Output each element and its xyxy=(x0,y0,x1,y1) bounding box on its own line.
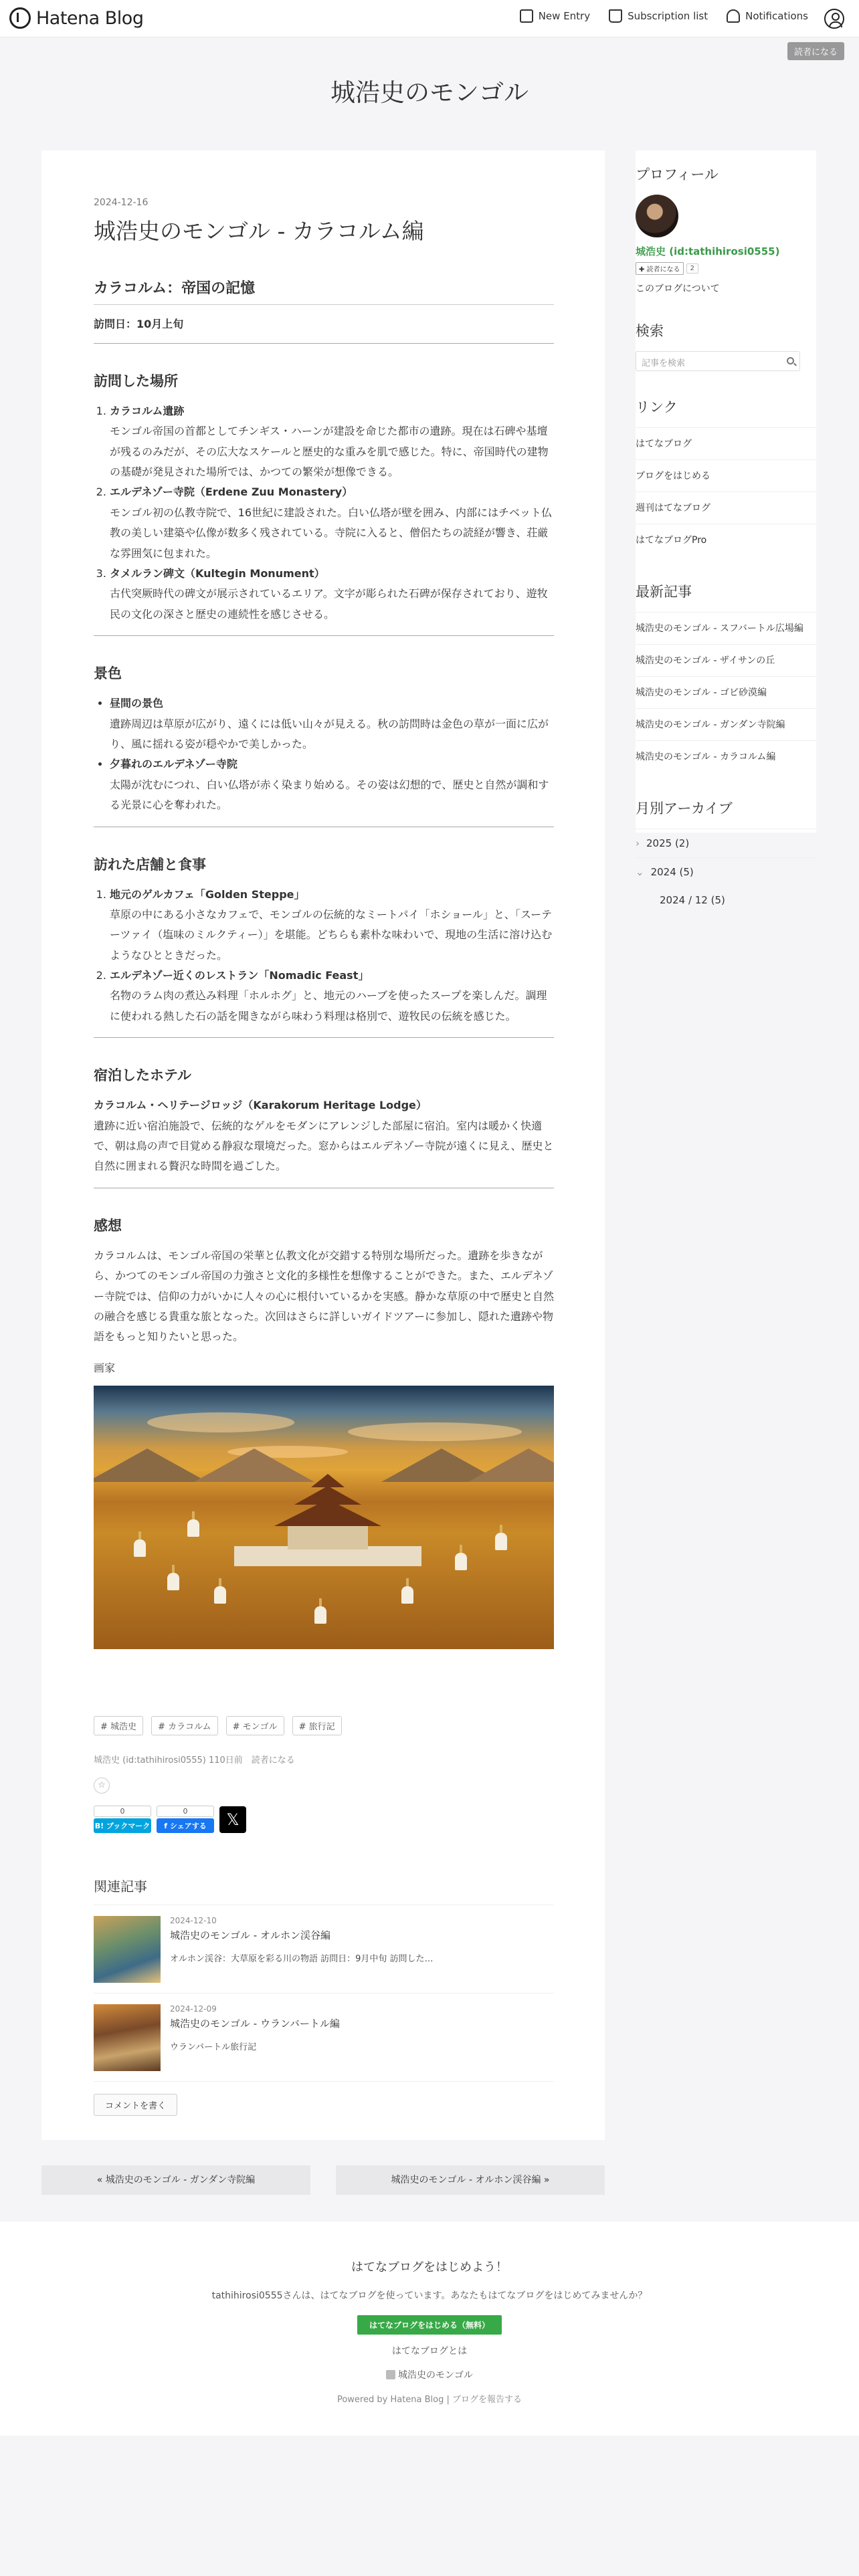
divider xyxy=(94,343,554,344)
bell-icon xyxy=(727,9,740,23)
recent-entry-link[interactable]: 城浩史のモンゴル - スフバートル広場編 xyxy=(636,612,816,644)
food-list xyxy=(94,885,554,1027)
page-footer xyxy=(0,2222,859,2436)
related-date: 2024-12-09 xyxy=(170,2004,217,2014)
footer-title: はてなブログをはじめよう！ xyxy=(351,2260,508,2274)
powered-by[interactable]: Powered by Hatena Blog | ブログを報告する xyxy=(337,2395,522,2405)
facebook-share-button[interactable] xyxy=(157,1806,214,1833)
pager xyxy=(41,2165,605,2195)
hotel-section xyxy=(94,1095,554,1177)
list-item: 3. タメルラン碑文（Kultegin Monument） 古代突厥時代の碑文が展示されているエリア。文字が彫られた石碑が保存されており、遊牧民の文化の深さと歴史の連続性を感じさせる。 xyxy=(110,564,554,625)
about-blog-link[interactable]: このブログについて xyxy=(636,284,720,294)
related-thumbnail[interactable] xyxy=(94,1916,161,1983)
article-title[interactable]: 城浩史のモンゴル - カラコルム編 xyxy=(94,218,424,244)
add-star-icon[interactable]: ☆ xyxy=(94,1778,110,1794)
karakorum-painting[interactable] xyxy=(94,1386,554,1649)
new-entry-label: New Entry xyxy=(538,10,591,22)
entry-footer-meta[interactable]: 城浩史 (id:tathihirosi0555) 110日前 読者になる xyxy=(94,1755,295,1765)
about-hatena-blog-link[interactable]: はてなブログとは xyxy=(391,2346,468,2357)
sidebar-link[interactable]: 週刊はてなブログ xyxy=(636,492,816,524)
notifications-link[interactable] xyxy=(727,9,808,23)
list-item: 1. 地元のゲルカフェ「Golden Steppe」 草原の中にある小さなカフェで、モンゴルの伝統的なミートパイ「ホショール」と、「スーテーツァイ（塩味のミルクティー）」を堪能。どちらも素朴な味わいで、現地の生活に溶け込むようなひとときだった。 xyxy=(110,885,554,966)
x-share-icon[interactable]: 𝕏 xyxy=(219,1806,246,1833)
links-module xyxy=(636,397,816,556)
sidebar xyxy=(636,150,816,906)
archive-month[interactable]: 2024 / 12 (5) xyxy=(660,894,725,906)
blog-title[interactable]: 城浩史のモンゴル xyxy=(330,78,529,107)
hotel-desc: 遺跡に近い宿泊施設で、伝統的なゲルをモダンにアレンジした部屋に宿泊。室内は暖かく快適で、朝は鳥の声で目覚める静寂な環境だった。窓からはエルデネゾー寺院が遠くに見え、歴史と自然に囲まれる贅沢な時間を過ごした。 xyxy=(94,1119,554,1173)
hotel-name: カラコルム・ヘリテージロッジ（Karakorum Heritage Lodge） xyxy=(94,1099,427,1112)
bookmark-label: B! ブックマーク xyxy=(94,1818,151,1833)
sidebar-link[interactable]: ブログをはじめる xyxy=(636,459,816,492)
footer-text: tathihirosi0555さんは、はてなブログを使っています。あなたもはてなブログをはじめてみませんか？ xyxy=(211,2290,648,2301)
facebook-label: f シェアする xyxy=(157,1818,214,1833)
subscription-list-link[interactable] xyxy=(609,9,708,23)
start-blog-button[interactable]: はてなブログをはじめる（無料） xyxy=(357,2315,502,2335)
related-title-link[interactable]: 城浩史のモンゴル - オルホン渓谷編 xyxy=(170,1929,330,1941)
footer-blog-name[interactable]: 城浩史のモンゴル xyxy=(0,2368,859,2381)
impression-text: カラコルムは、モンゴル帝国の栄華と仏教文化が交錯する特別な場所だった。遺跡を歩きながら、かつてのモンゴル帝国の力強さと文化的多様性を想像することができた。また、エルデネゾー寺院では、信仰の力がいかに人々の心に根付いているかを実感。静かな草原の中で歴史と自然の融合を感じる貴重な旅となった。次回はさらに詳しいガイドツアーに参加し、隠れた遺跡や物語をもっと知りたいと思った。 xyxy=(94,1249,555,1344)
hatena-blog-logo[interactable] xyxy=(9,7,143,29)
list-item: 2. エルデネゾー近くのレストラン「Nomadic Feast」 名物のラム肉の煮込み料理「ホルホグ」と、地元のハーブを使ったスープを楽しんだ。調理に使われる熱した石の話を聞きながら味わう料理は格別で、遊牧民の伝統を感じた。 xyxy=(110,966,554,1027)
related-title-link[interactable]: 城浩史のモンゴル - ウランバートル編 xyxy=(170,2017,340,2030)
article-content xyxy=(94,197,554,2116)
pencil-icon xyxy=(520,9,533,23)
book-icon xyxy=(609,9,622,23)
divider xyxy=(94,635,554,636)
related-snippet: オルホン渓谷：大草原を彩る川の物語 訪問日：9月中旬 訪問した… xyxy=(170,1953,434,1964)
tag-link[interactable]: # カラコルム xyxy=(151,1716,218,1735)
search-title: 検索 xyxy=(636,323,664,339)
list-item: 2. エルデネゾー寺院（Erdene Zuu Monastery） モンゴル初の仏教寺院で、16世紀に建設された。白い仏塔が壁を囲み、内部にはチベット仏教の美しい建築や仏像が数多く残されている。寺院に入ると、僧侶たちの読経が響き、荘厳な雰囲気に包まれた。 xyxy=(110,482,554,564)
related-entries-title: 関連記事 xyxy=(94,1878,147,1895)
divider xyxy=(94,1037,554,1038)
facebook-count: 0 xyxy=(157,1806,214,1817)
next-entry-link[interactable]: 城浩史のモンゴル - オルホン渓谷編 » xyxy=(336,2165,605,2195)
recent-entry-link[interactable]: 城浩史のモンゴル - ゴビ砂漠編 xyxy=(636,676,816,708)
chevron-down-icon[interactable]: ⌄ xyxy=(636,866,644,878)
visit-date: 訪問日：10月上旬 xyxy=(94,317,184,330)
article-heading: カラコルム：帝国の記憶 xyxy=(94,277,554,305)
recent-entry-link[interactable]: 城浩史のモンゴル - ザイサンの丘 xyxy=(636,644,816,676)
related-snippet: ウランバートル旅行記 xyxy=(170,2042,257,2052)
recent-title: 最新記事 xyxy=(636,584,692,600)
scenery-heading: 景色 xyxy=(94,665,122,682)
archive-year-2024[interactable]: ⌄ 2024 (5) xyxy=(636,857,816,886)
new-entry-link[interactable] xyxy=(520,9,590,23)
places-heading: 訪問した場所 xyxy=(94,372,178,389)
logo-text: Hatena Blog xyxy=(36,7,144,29)
write-comment-button[interactable]: コメントを書く xyxy=(94,2094,177,2116)
hatena-logo-icon xyxy=(9,7,31,29)
profile-title: プロフィール xyxy=(636,167,719,183)
notifications-label: Notifications xyxy=(745,10,808,22)
hatena-bookmark-button[interactable] xyxy=(94,1806,151,1833)
search-input[interactable]: 記事を検索 xyxy=(636,351,800,371)
top-nav xyxy=(520,9,808,23)
sidebar-link[interactable]: はてなブログ xyxy=(636,427,816,459)
painting-label: 画家 xyxy=(94,1361,116,1374)
hotel-heading: 宿泊したホテル xyxy=(94,1067,191,1084)
places-list xyxy=(94,401,554,625)
reader-count: 2 xyxy=(686,263,698,274)
related-entry[interactable] xyxy=(94,1993,554,2081)
blog-icon xyxy=(386,2370,395,2379)
tag-link[interactable]: # 城浩史 xyxy=(94,1716,143,1735)
prev-entry-link[interactable]: « 城浩史のモンゴル - ガンダン寺院編 xyxy=(41,2165,310,2195)
tag-link[interactable]: # 旅行記 xyxy=(292,1716,342,1735)
profile-name-link[interactable]: 城浩史 (id:tathihirosi0555) xyxy=(636,245,780,257)
food-heading: 訪れた店舗と食事 xyxy=(94,856,206,873)
subscription-list-label: Subscription list xyxy=(628,10,708,22)
subscribe-button[interactable]: 読者になる xyxy=(787,42,844,60)
become-reader-button[interactable]: ✚ 読者になる xyxy=(636,262,684,275)
chevron-right-icon[interactable]: › xyxy=(636,837,640,849)
article-card xyxy=(41,150,605,2140)
related-entry[interactable] xyxy=(94,1905,554,1993)
search-module xyxy=(636,320,816,371)
recent-entry-link[interactable]: 城浩史のモンゴル - カラコルム編 xyxy=(636,740,816,772)
related-thumbnail[interactable] xyxy=(94,2004,161,2071)
recent-entry-link[interactable]: 城浩史のモンゴル - ガンダン寺院編 xyxy=(636,708,816,740)
top-bar xyxy=(0,0,859,37)
tag-list xyxy=(94,1716,554,1735)
search-icon[interactable] xyxy=(787,357,794,364)
user-account-icon[interactable] xyxy=(824,9,844,29)
tag-link[interactable]: # モンゴル xyxy=(226,1716,284,1735)
avatar[interactable] xyxy=(636,195,678,237)
share-buttons xyxy=(94,1806,554,1833)
article-date[interactable]: 2024-12-16 xyxy=(94,197,149,208)
bookmark-count: 0 xyxy=(94,1806,151,1817)
archive-module xyxy=(636,798,816,914)
list-item: • 夕暮れのエルデネゾー寺院 太陽が沈むにつれ、白い仏塔が赤く染まり始める。その姿は幻想的で、歴史と自然が調和する光景に心を奪われた。 xyxy=(110,754,554,815)
list-item: • 昼間の景色 遺跡周辺は草原が広がり、遠くには低い山々が見える。秋の訪問時は金色の草が一面に広がり、風に揺れる姿が穏やかで美しかった。 xyxy=(110,693,554,754)
list-item: 1. カラコルム遺跡 モンゴル帝国の首都としてチンギス・ハーンが建設を命じた都市の遺跡。現在は石碑や基壇が残るのみだが、その広大なスケールと歴史的な重みを肌で感じた。特に、帝国時代の建物の基礎が発見された場所では、かつての繁栄が想像できる。 xyxy=(110,401,554,483)
recent-entries-module xyxy=(636,581,816,772)
archive-title: 月別アーカイブ xyxy=(636,800,733,817)
links-title: リンク xyxy=(636,399,678,415)
scenery-list xyxy=(94,693,554,815)
related-date: 2024-12-10 xyxy=(170,1915,217,1925)
sidebar-link[interactable]: はてなブログPro xyxy=(636,524,816,556)
profile-module xyxy=(636,164,816,295)
archive-year-2025[interactable]: › 2025 (2) xyxy=(636,829,816,857)
impression-heading: 感想 xyxy=(94,1217,122,1234)
